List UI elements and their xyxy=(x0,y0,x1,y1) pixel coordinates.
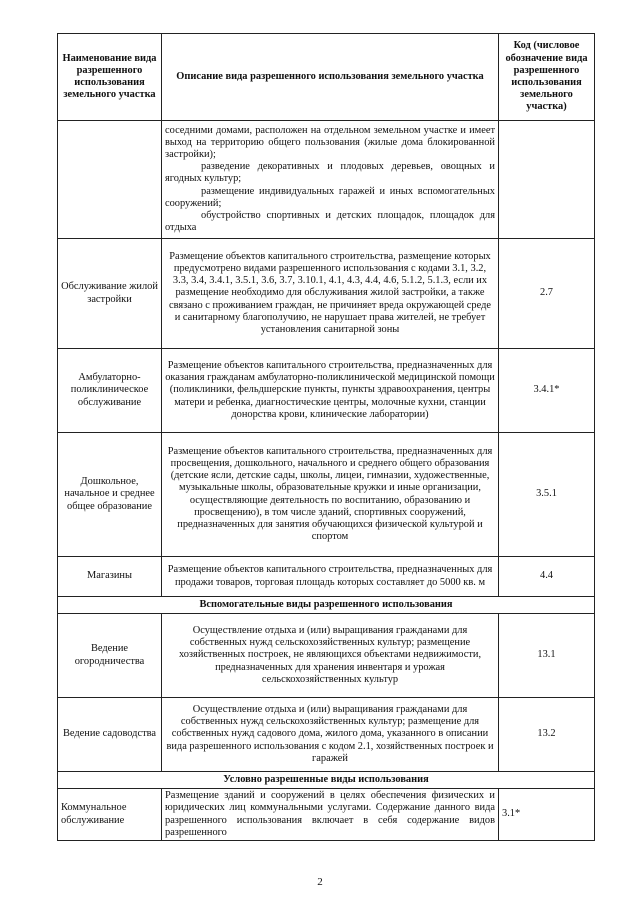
row-description: Размещение объектов капитального строительства, предназначенных для продажи товаров, торговая площадь которых составляет до 5000 кв. м xyxy=(162,557,499,597)
row-code xyxy=(499,121,595,239)
desc-line: размещение индивидуальных гаражей и иных вспомогательных сооружений; xyxy=(165,185,495,209)
row-description xyxy=(162,121,499,239)
row-name: Коммунальное обслуживание xyxy=(58,789,162,841)
section-heading-conditional: Условно разрешенные виды использования xyxy=(58,772,595,789)
row-code: 3.1* xyxy=(499,789,595,841)
table-row xyxy=(58,121,595,239)
section-row xyxy=(58,772,595,789)
page-number: 2 xyxy=(317,876,323,888)
row-description: Размещение зданий и сооружений в целях обеспечения физических и юридических лиц коммунальными услугами. Содержание данного вида разрешенного использования включает в себя содержание видов разрешенного xyxy=(162,789,499,841)
desc-line: разведение декоративных и плодовых деревьев, овощных и ягодных культур; xyxy=(165,161,495,185)
row-description: Размещение объектов капитального строительства, размещение которых предусмотрено видами разрешенного использования с кодами 3.1, 3.2, 3.3, 3.4, 3.4.1, 3.5.1, 3.6, 3.7, 3.10.1, 4.1, 4.3, 4.4, 4.6, 5.1.2, 5.1.3, если их размещение необходимо для обслуживания жилой застройки, а также связано с проживанием граждан, не причиняет вреда окружающей среде и санитарному благополучию, не нарушает права жителей, не требует установления санитарной зоны xyxy=(162,239,499,349)
row-code: 2.7 xyxy=(499,239,595,349)
header-code: Код (числовое обозначение вида разрешенного использования земельного участка) xyxy=(499,34,595,121)
row-name: Ведение огородничества xyxy=(58,614,162,698)
table-row xyxy=(58,614,595,698)
row-name: Амбулаторно-поликлиническое обслуживание xyxy=(58,349,162,433)
row-code: 3.4.1* xyxy=(499,349,595,433)
table-row xyxy=(58,239,595,349)
row-code: 4.4 xyxy=(499,557,595,597)
land-use-table xyxy=(57,33,595,841)
table-row xyxy=(58,349,595,433)
desc-line: обустройство спортивных и детских площадок, площадок для отдыха xyxy=(165,210,495,234)
row-name: Магазины xyxy=(58,557,162,597)
row-description: Размещение объектов капитального строительства, предназначенных для оказания гражданам амбулаторно-поликлинической медицинской помощи (поликлиники, фельдшерские пункты, пункты здравоохранения, центры матери и ребенка, диагностические центры, молочные кухни, станции донорства крови, клинические лаборатории) xyxy=(162,349,499,433)
header-description: Описание вида разрешенного использования земельного участка xyxy=(162,34,499,121)
row-code: 13.1 xyxy=(499,614,595,698)
table-header-row xyxy=(58,34,595,121)
row-description: Размещение объектов капитального строительства, предназначенных для просвещения, дошкольного, начального и среднего общего образования (детские ясли, детские сады, школы, лицеи, гимназии, художественные, музыкальные школы, образовательные кружки и иные организации, осуществляющие деятельность по воспитанию, образованию и просвещению), в том числе зданий, спортивных сооружений, предназначенных для занятия обучающихся физической культурой и спортом xyxy=(162,433,499,557)
row-name xyxy=(58,121,162,239)
desc-line: соседними домами, расположен на отдельном земельном участке и имеет выход на территорию общего пользования (жилые дома блокированной застройки); xyxy=(165,124,495,160)
table-row xyxy=(58,789,595,841)
row-name: Ведение садоводства xyxy=(58,698,162,772)
header-name: Наименование вида разрешенного использования земельного участка xyxy=(58,34,162,121)
row-description: Осуществление отдыха и (или) выращивания гражданами для собственных нужд сельскохозяйственных культур; размещение хозяйственных построек, не являющихся объектами недвижимости, предназначенных для хранения инвентаря и урожая сельскохозяйственных культур xyxy=(162,614,499,698)
section-heading-auxiliary: Вспомогательные виды разрешенного использования xyxy=(58,597,595,614)
row-code: 13.2 xyxy=(499,698,595,772)
row-name: Дошкольное, начальное и среднее общее образование xyxy=(58,433,162,557)
table-row xyxy=(58,557,595,597)
row-name: Обслуживание жилой застройки xyxy=(58,239,162,349)
row-code: 3.5.1 xyxy=(499,433,595,557)
row-description: Осуществление отдыха и (или) выращивания гражданами для собственных нужд сельскохозяйственных культур; размещение для собственных нужд садового дома, жилого дома, указанного в описании вида разрешенного использования с кодом 2.1, хозяйственных построек и гаражей xyxy=(162,698,499,772)
table-row xyxy=(58,698,595,772)
section-row xyxy=(58,597,595,614)
table-row xyxy=(58,433,595,557)
